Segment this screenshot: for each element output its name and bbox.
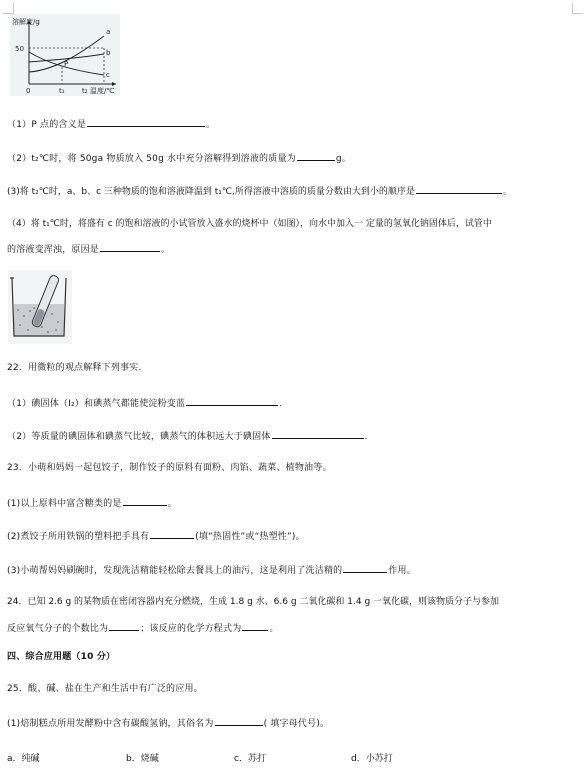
question-text: 的溶液变浑浊，原因是 bbox=[7, 245, 100, 255]
answer-blank bbox=[215, 716, 263, 726]
question-23-title bbox=[7, 462, 578, 474]
y-axis-label: 溶解度/g bbox=[12, 18, 40, 26]
solubility-chart-svg bbox=[10, 14, 120, 96]
question-23-2 bbox=[7, 529, 578, 543]
question-text: 作用。 bbox=[388, 566, 416, 576]
page-corner-mark bbox=[3, 3, 14, 14]
question-text: g。 bbox=[335, 154, 351, 164]
answer-blank bbox=[109, 621, 139, 631]
x-tick-label: 0 bbox=[26, 87, 31, 95]
question-22-2 bbox=[7, 429, 578, 443]
x-axis-label: 温度/℃ bbox=[90, 87, 115, 95]
question-23-3 bbox=[7, 563, 578, 577]
question-text: 22．用微粒的观点解释下列事实. bbox=[7, 363, 142, 373]
question-text: （1）P 点的含义是 bbox=[7, 120, 87, 130]
question-text: (2)煮饺子所用铁锅的塑料把手具有 bbox=[7, 532, 150, 542]
page-corner-mark bbox=[572, 3, 583, 14]
answer-blank bbox=[297, 151, 335, 161]
question-text: . bbox=[364, 432, 368, 442]
series-label: b bbox=[106, 49, 111, 57]
answer-blank bbox=[186, 396, 278, 406]
question-text: ；该反应的化学方程式为 bbox=[140, 624, 242, 634]
point-p-label: P bbox=[64, 60, 69, 68]
question-text: （2）等质量的碘固体和碘蒸气比较，碘蒸气的体积远大于碘固体 bbox=[7, 432, 271, 442]
question-24-line-2 bbox=[7, 621, 578, 635]
answer-blank bbox=[87, 117, 205, 127]
question-text: （4）将 t₁℃时，将盛有 c 的饱和溶液的小试管放入盛水的烧杯中（如图），向水中加入一 定量的氢氧化钠固体后，试管中 bbox=[7, 219, 492, 229]
option-d: d．小苏打 bbox=[351, 754, 393, 764]
y-tick-label: 50 bbox=[15, 45, 24, 53]
question-text: ( 填字母代号)。 bbox=[263, 719, 330, 729]
series-label: a bbox=[106, 28, 111, 36]
option-c: c．苏打 bbox=[234, 754, 266, 764]
question-text: 。 bbox=[161, 245, 171, 255]
question-text: 反应氧气分子的个数比为 bbox=[7, 624, 109, 634]
question-text: 。 bbox=[502, 187, 512, 197]
section-heading bbox=[7, 651, 578, 663]
answer-blank bbox=[242, 621, 268, 631]
question-text: 。 bbox=[206, 120, 216, 130]
question-text: 23．小萌和妈妈一起包饺子，制作饺子的原料有面粉、肉馅、蔬菜、植物油等。 bbox=[7, 463, 332, 473]
question-text: 25．酸、碱、盐在生产和生活中有广泛的应用。 bbox=[7, 684, 203, 694]
question-24-line-1 bbox=[7, 596, 578, 608]
question-text: (3)小萌帮妈妈刷碗时，发现洗洁精能轻松除去餐具上的油污，这是利用了洗洁精的 bbox=[7, 566, 343, 576]
question-text: (3)将 t₂℃时，a、b、c 三种物质的饱和溶液降温到 t₁℃,所得溶液中溶质的质量分数由大到小的顺序是 bbox=[7, 187, 415, 197]
option-b: b．烧碱 bbox=[126, 754, 159, 764]
question-text: 24．已知 2.6 g 的某物质在密闭容器内充分燃烧，生成 1.8 g 水、6.6 g 二氧化碳和 1.4 g 一氧化碳，则该物质分子与参加 bbox=[7, 597, 500, 607]
question-22-1 bbox=[7, 396, 578, 410]
question-text: （1）碘固体（I₂）和碘蒸气都能使淀粉变蓝 bbox=[7, 399, 186, 409]
answer-blank bbox=[416, 184, 502, 194]
question-21-1 bbox=[7, 117, 578, 131]
question-text: (填“热固性”或“热塑性”)。 bbox=[195, 532, 305, 542]
question-25-1 bbox=[7, 716, 578, 730]
section-heading-text: 四、综合应用题（10 分） bbox=[7, 652, 116, 662]
question-22-title bbox=[7, 362, 578, 374]
question-text: (1)以上原料中富含糖类的是 bbox=[7, 499, 122, 509]
question-25-title bbox=[7, 683, 578, 695]
question-21-4-line-2 bbox=[7, 242, 578, 256]
answer-blank bbox=[272, 429, 364, 439]
solubility-chart bbox=[10, 14, 120, 96]
x-tick-label: t₁ bbox=[59, 87, 65, 95]
answer-blank bbox=[343, 563, 387, 573]
beaker-figure bbox=[8, 270, 72, 344]
question-text: 。 bbox=[167, 499, 177, 509]
question-text: . bbox=[279, 399, 283, 409]
beaker-svg bbox=[8, 270, 72, 344]
x-tick-label: t₂ bbox=[82, 87, 88, 95]
answer-blank bbox=[100, 242, 160, 252]
question-text: (1)焙制糕点所用发酵粉中含有碳酸氢钠，其俗名为 bbox=[7, 719, 214, 729]
question-text: （2）t₂℃时，将 50ga 物质放入 50g 水中充分溶解得到溶液的质量为 bbox=[7, 154, 296, 164]
question-21-3 bbox=[7, 184, 578, 198]
answer-blank bbox=[123, 496, 167, 506]
question-21-2 bbox=[7, 151, 578, 165]
option-a: a．纯碱 bbox=[7, 754, 40, 764]
question-text: 。 bbox=[269, 624, 279, 634]
question-21-4-line-1 bbox=[7, 218, 578, 230]
series-label: c bbox=[106, 71, 110, 79]
question-23-1 bbox=[7, 496, 578, 510]
answer-blank bbox=[150, 529, 194, 539]
